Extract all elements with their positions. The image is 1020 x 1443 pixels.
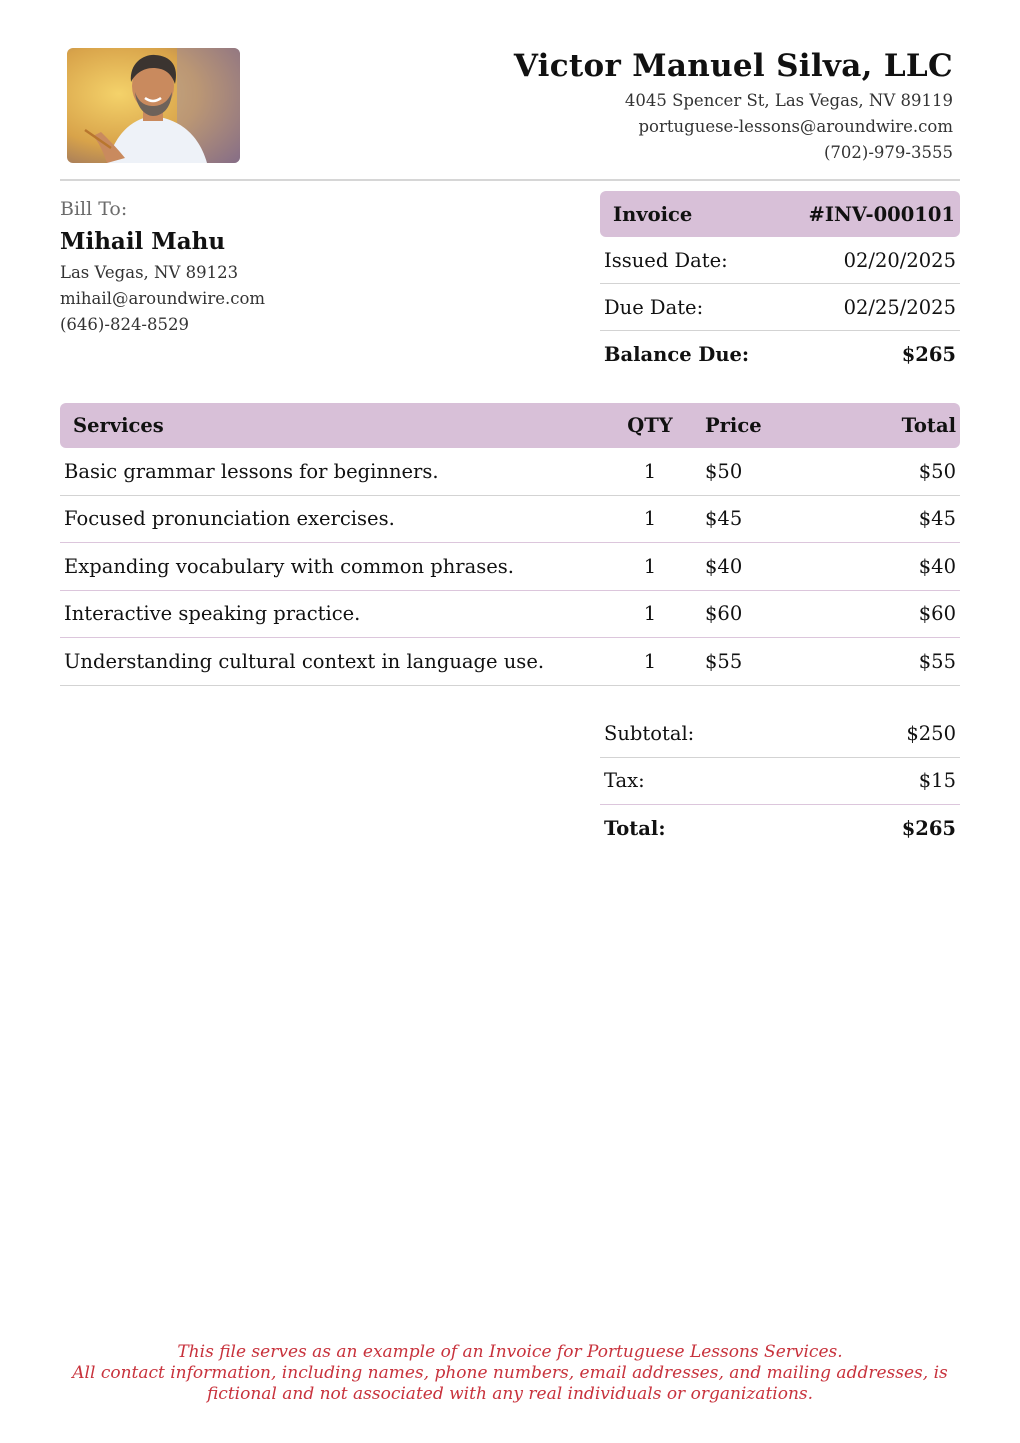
due-date-row bbox=[600, 284, 960, 331]
row-price: $55 bbox=[705, 649, 743, 673]
client-name: Mihail Mahu bbox=[60, 228, 226, 255]
balance-due-row bbox=[600, 331, 960, 378]
due-date-label: Due Date: bbox=[604, 295, 704, 319]
header-qty: QTY bbox=[627, 414, 673, 437]
owner-photo bbox=[67, 48, 240, 163]
company-address: 4045 Spencer St, Las Vegas, NV 89119 bbox=[624, 91, 953, 110]
row-description: Basic grammar lessons for beginners. bbox=[64, 459, 439, 483]
row-price: $60 bbox=[705, 602, 743, 626]
header-total: Total bbox=[901, 414, 956, 437]
client-phone: (646)-824-8529 bbox=[60, 315, 190, 334]
company-info bbox=[514, 44, 953, 166]
invoice-label: Invoice bbox=[613, 202, 693, 226]
invoice-page bbox=[60, 0, 960, 1443]
row-description: Understanding cultural context in language use. bbox=[64, 649, 545, 673]
disclaimer-line-2: All contact information, including names, phone numbers, email addresses, and mailing addresses, is bbox=[72, 1363, 948, 1383]
bill-to-section bbox=[60, 196, 480, 338]
row-description: Interactive speaking practice. bbox=[64, 602, 361, 626]
row-qty: 1 bbox=[643, 602, 657, 626]
row-qty: 1 bbox=[643, 649, 657, 673]
company-email: portuguese-lessons@aroundwire.com bbox=[638, 117, 953, 136]
disclaimer-line-1: This file serves as an example of an Invoice for Portuguese Lessons Services. bbox=[177, 1342, 843, 1362]
totals-section bbox=[600, 710, 960, 853]
header-divider bbox=[60, 179, 960, 181]
row-qty: 1 bbox=[643, 554, 657, 578]
company-phone: (702)-979-3555 bbox=[823, 143, 953, 162]
row-total: $55 bbox=[918, 649, 956, 673]
balance-due-label: Balance Due: bbox=[604, 343, 750, 366]
bill-to-label: Bill To: bbox=[60, 198, 128, 220]
disclaimer-footer bbox=[0, 1342, 1020, 1405]
issued-date-row bbox=[600, 237, 960, 284]
row-total: $45 bbox=[918, 507, 956, 531]
grand-total-label: Total: bbox=[604, 817, 666, 841]
balance-due-value: $265 bbox=[901, 343, 956, 366]
table-row bbox=[60, 448, 960, 496]
grand-total-value: $265 bbox=[901, 817, 956, 841]
table-row bbox=[60, 591, 960, 639]
client-email: mihail@aroundwire.com bbox=[60, 289, 266, 308]
services-header-row bbox=[60, 403, 960, 448]
due-date-value: 02/25/2025 bbox=[843, 295, 956, 319]
row-qty: 1 bbox=[643, 507, 657, 531]
subtotal-label: Subtotal: bbox=[604, 721, 695, 745]
row-description: Expanding vocabulary with common phrases. bbox=[64, 554, 515, 578]
row-qty: 1 bbox=[643, 459, 657, 483]
issued-date-label: Issued Date: bbox=[604, 248, 728, 272]
table-row bbox=[60, 543, 960, 591]
tax-row bbox=[600, 758, 960, 806]
row-total: $50 bbox=[918, 459, 956, 483]
row-total: $40 bbox=[918, 554, 956, 578]
tax-value: $15 bbox=[918, 769, 956, 793]
disclaimer-line-3: fictional and not associated with any real individuals or organizations. bbox=[206, 1384, 814, 1404]
row-price: $40 bbox=[705, 554, 743, 578]
company-name: Victor Manuel Silva, LLC bbox=[513, 48, 953, 84]
row-total: $60 bbox=[918, 602, 956, 626]
header-services: Services bbox=[73, 414, 164, 437]
tax-label: Tax: bbox=[604, 769, 645, 793]
invoice-meta bbox=[600, 191, 960, 378]
issued-date-value: 02/20/2025 bbox=[843, 248, 956, 272]
subtotal-row bbox=[600, 710, 960, 758]
header-price: Price bbox=[705, 414, 762, 437]
table-row bbox=[60, 496, 960, 544]
row-price: $45 bbox=[705, 507, 743, 531]
table-row bbox=[60, 638, 960, 686]
invoice-number-header bbox=[600, 191, 960, 237]
row-description: Focused pronunciation exercises. bbox=[64, 507, 395, 531]
row-price: $50 bbox=[705, 459, 743, 483]
grand-total-row bbox=[600, 805, 960, 853]
subtotal-value: $250 bbox=[906, 721, 956, 745]
services-table bbox=[60, 403, 960, 686]
client-address: Las Vegas, NV 89123 bbox=[60, 263, 239, 282]
invoice-number: #INV-000101 bbox=[808, 202, 955, 226]
